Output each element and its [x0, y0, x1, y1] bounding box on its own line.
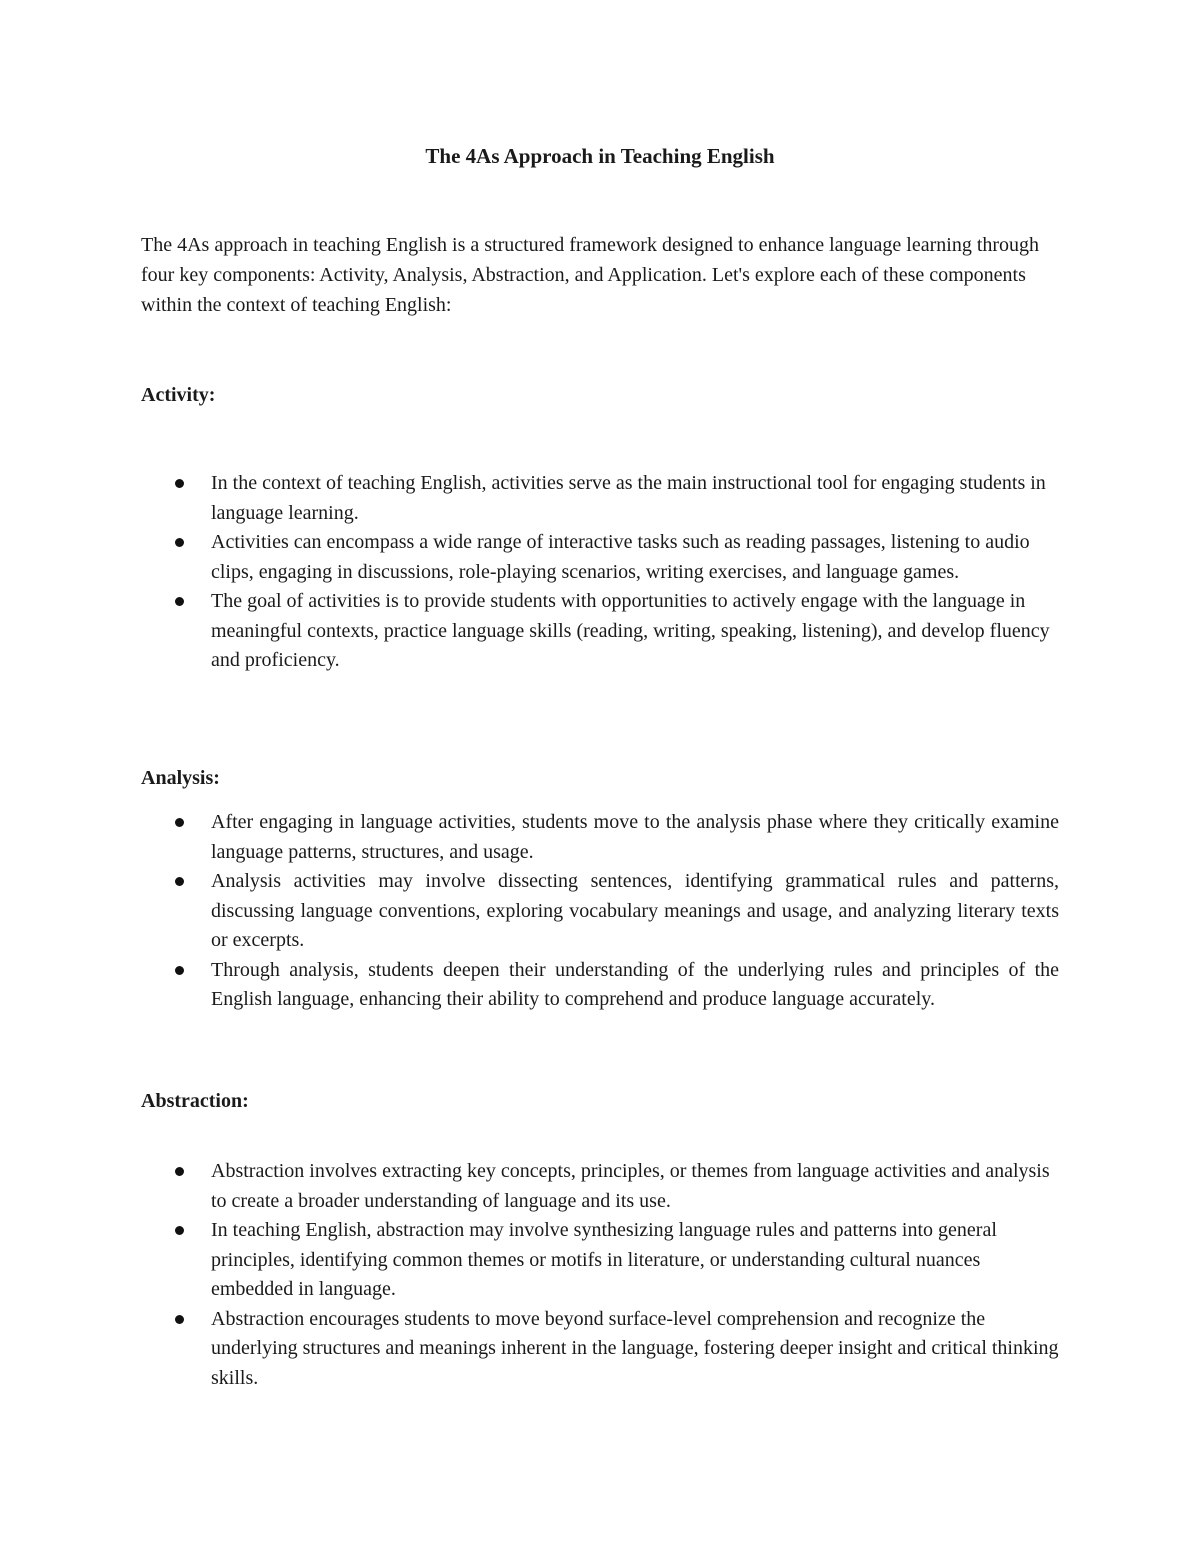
- list-item-text: The goal of activities is to provide students with opportunities to actively engage with the language in meaningful contexts, practice language skills (reading, writing, speaking, listening), and develop fluency and proficiency.: [211, 590, 1050, 671]
- list-item-text: Through analysis, students deepen their understanding of the underlying rules and principles of the English language, enhancing their ability to comprehend and produce language accurately.: [211, 958, 1059, 1010]
- bullet-icon: [175, 966, 184, 975]
- bullet-icon: [175, 1226, 184, 1235]
- bullet-list-abstraction: [141, 1157, 1059, 1393]
- section-heading-analysis: Analysis:: [141, 767, 220, 789]
- bullet-icon: [175, 597, 184, 606]
- list-item-text: After engaging in language activities, students move to the analysis phase where they critically examine language patterns, structures, and usage.: [211, 811, 1059, 863]
- bullet-icon: [175, 1315, 184, 1324]
- list-item: [141, 956, 1059, 1015]
- bullet-icon: [175, 538, 184, 547]
- bullet-icon: [175, 818, 184, 827]
- list-item: [141, 1157, 1059, 1216]
- list-item: [141, 1305, 1059, 1394]
- section-heading-abstraction: Abstraction:: [141, 1090, 249, 1112]
- list-item: [141, 528, 1059, 587]
- list-item-text: Abstraction involves extracting key concepts, principles, or themes from language activities and analysis to create a broader understanding of language and its use.: [211, 1160, 1050, 1212]
- bullet-list-analysis: [141, 808, 1059, 1015]
- list-item-text: In teaching English, abstraction may involve synthesizing language rules and patterns into general principles, identifying common themes or motifs in literature, or understanding cultural nuances embedded in language.: [211, 1219, 997, 1300]
- list-item: [141, 867, 1059, 956]
- bullet-list-activity: [141, 469, 1059, 676]
- intro-paragraph: The 4As approach in teaching English is a structured framework designed to enhance language learning through four key components: Activity, Analysis, Abstraction, and Application. Let's explore each of these components within the context of teaching English:: [141, 234, 1040, 316]
- bullet-icon: [175, 1167, 184, 1176]
- list-item-text: In the context of teaching English, activities serve as the main instructional tool for engaging students in language learning.: [211, 472, 1046, 524]
- list-item-text: Abstraction encourages students to move beyond surface-level comprehension and recognize the underlying structures and meanings inherent in the language, fostering deeper insight and critical thinking skills.: [211, 1307, 1059, 1389]
- document-title: The 4As Approach in Teaching English: [425, 144, 775, 168]
- section-heading-activity: Activity:: [141, 384, 216, 406]
- list-item: [141, 469, 1059, 528]
- bullet-icon: [175, 479, 184, 488]
- list-item: [141, 587, 1059, 676]
- list-item: [141, 808, 1059, 867]
- list-item-text: Activities can encompass a wide range of interactive tasks such as reading passages, listening to audio clips, engaging in discussions, role-playing scenarios, writing exercises, and language games.: [211, 531, 1030, 583]
- bullet-icon: [175, 877, 184, 886]
- list-item: [141, 1216, 1059, 1305]
- list-item-text: Analysis activities may involve dissecting sentences, identifying grammatical rules and patterns, discussing language conventions, exploring vocabulary meanings and usage, and analyzing literary texts or excerpts.: [211, 870, 1059, 951]
